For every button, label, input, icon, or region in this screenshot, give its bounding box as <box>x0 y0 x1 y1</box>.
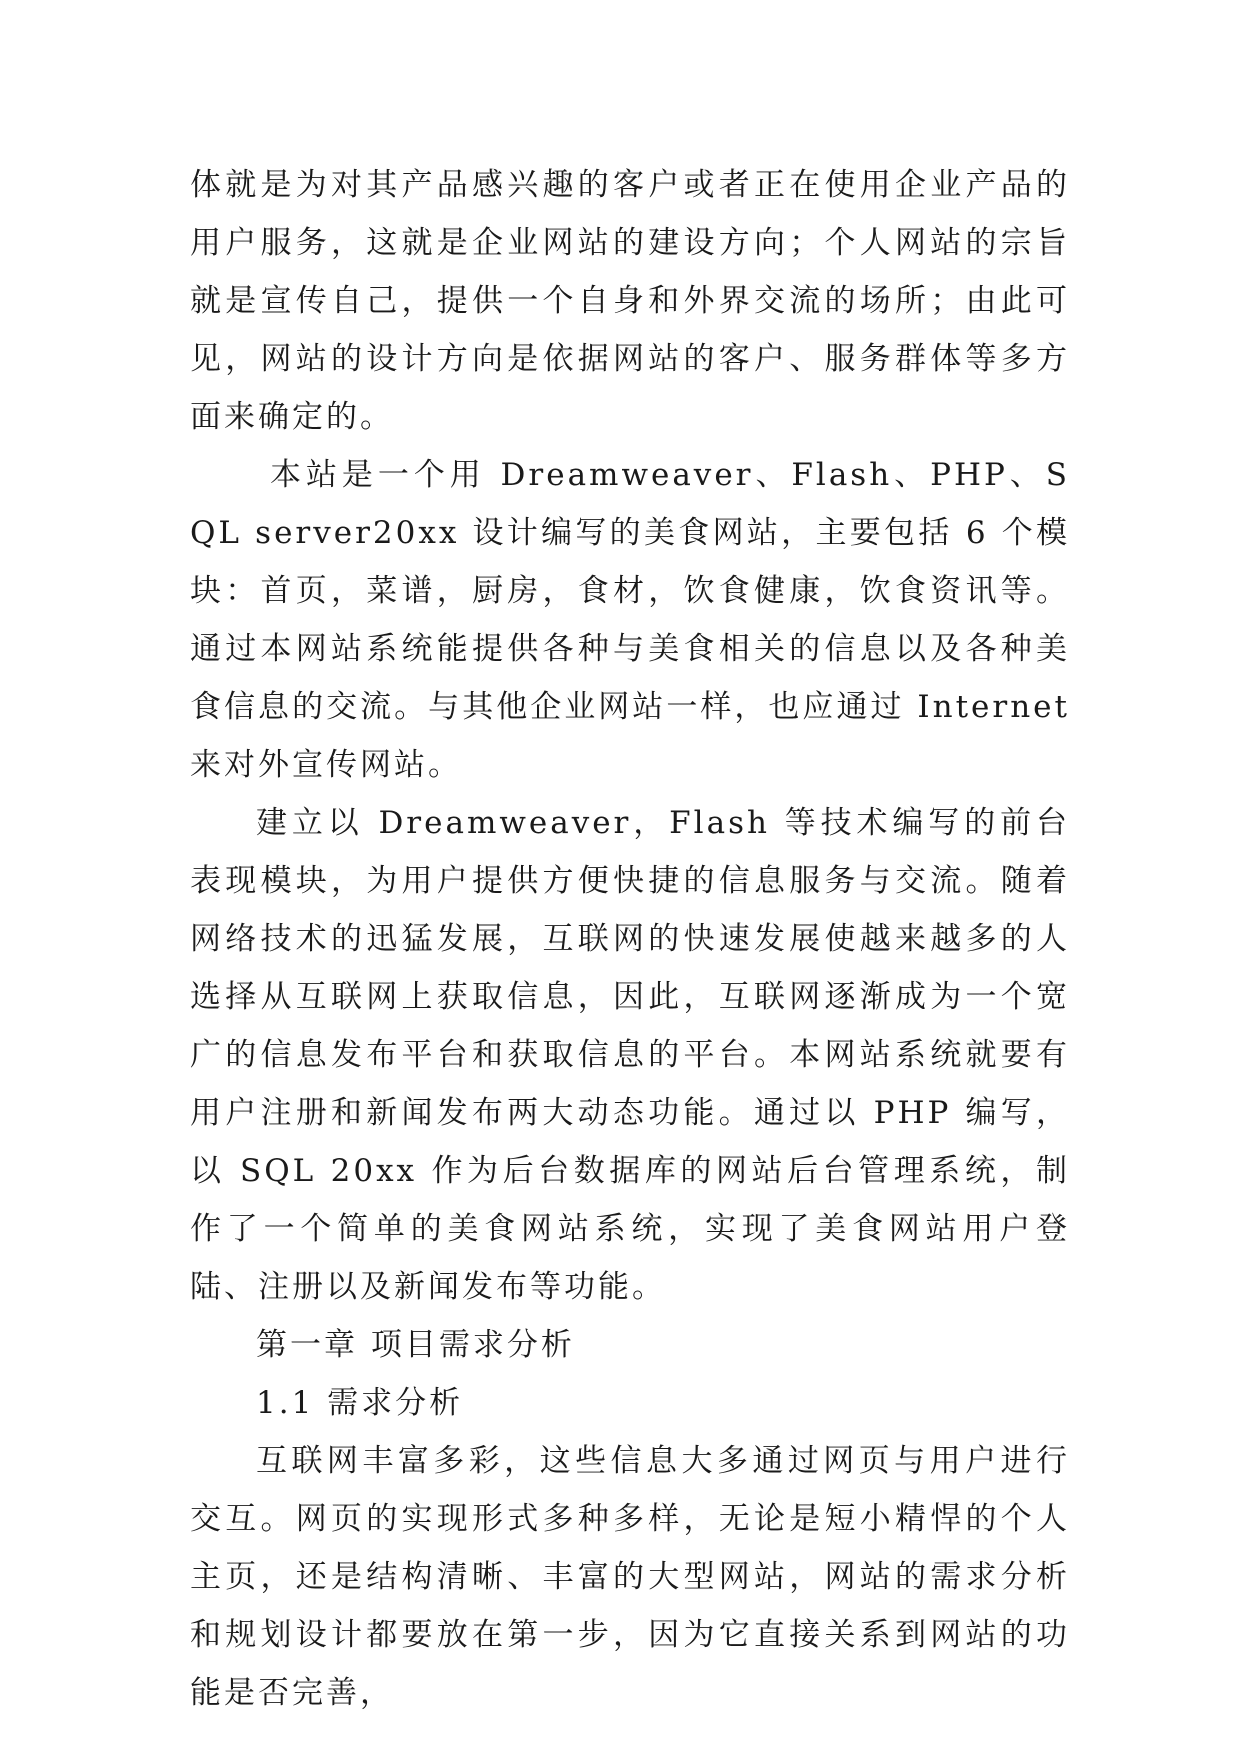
paragraph-website-direction: 体就是为对其产品感兴趣的客户或者正在使用企业产品的用户服务，这就是企业网站的建设方向；个人网站的宗旨就是宣传自己，提供一个自身和外界交流的场所；由此可见，网站的设计方向是依据网站的客户、服务群体等多方面来确定的。 <box>190 167 1070 435</box>
paragraph-site-overview: 本站是一个用 Dreamweaver、Flash、PHP、SQL server20xx 设计编写的美食网站，主要包括 6 个模块：首页，菜谱，厨房，食材，饮食健康，饮食资讯等。通过本网站系统能提供各种与美食相关的信息以及各种美食信息的交流。与其他企业网站一样，也应通过 Internet 来对外宣传网站。 <box>190 457 1070 783</box>
document-body <box>190 156 1070 1722</box>
chapter-heading: 第一章 项目需求分析 <box>256 1327 575 1363</box>
paragraph-frontend-backend: 建立以 Dreamweaver，Flash 等技术编写的前台表现模块，为用户提供方便快捷的信息服务与交流。随着网络技术的迅猛发展，互联网的快速发展使越来越多的人选择从互联网上获取信息，因此，互联网逐渐成为一个宽广的信息发布平台和获取信息的平台。本网站系统就要有用户注册和新闻发布两大动态功能。通过以 PHP 编写，以 SQL 20xx 作为后台数据库的网站后台管理系统，制作了一个简单的美食网站系统，实现了美食网站用户登陆、注册以及新闻发布等功能。 <box>190 805 1070 1305</box>
paragraph-requirements-analysis: 互联网丰富多彩，这些信息大多通过网页与用户进行交互。网页的实现形式多种多样，无论是短小精悍的个人主页，还是结构清晰、丰富的大型网站，网站的需求分析和规划设计都要放在第一步，因为它直接关系到网站的功能是否完善， <box>190 1443 1070 1711</box>
section-heading: 1.1 需求分析 <box>256 1385 464 1421</box>
